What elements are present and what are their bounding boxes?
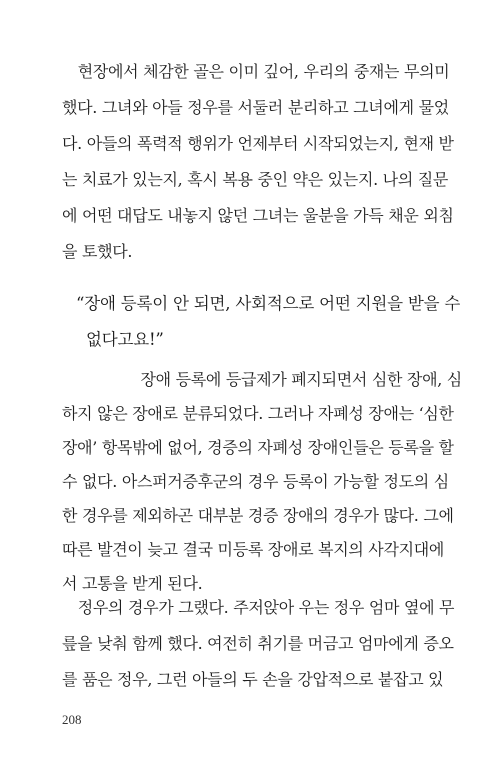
- paragraph-1-line-2: 했다. 그녀와 아들 정우를 서둘러 분리하고 그녀에게 물었: [62, 98, 449, 117]
- paragraph-1-line-6: 을 토했다.: [62, 242, 133, 261]
- paragraph-1-line-1: 현장에서 체감한 골은 이미 깊어, 우리의 중재는 무의미: [62, 62, 450, 81]
- paragraph-1-line-5: 에 어떤 대답도 내놓지 않던 그녀는 울분을 가득 채운 외침: [62, 206, 454, 225]
- paragraph-2-line-3: 장애’ 항목밖에 없어, 경증의 자폐성 장애인들은 등록을 할: [62, 438, 454, 457]
- paragraph-1-line-4: 는 치료가 있는지, 혹시 복용 중인 약은 있는지. 나의 질문: [62, 170, 449, 189]
- paragraph-2-line-5: 한 경우를 제외하곤 대부분 경증 장애의 경우가 많다. 그에: [62, 506, 454, 525]
- paragraph-2-line-2: 하지 않은 장애로 분류되었다. 그러나 자폐성 장애는 ‘심한: [62, 404, 454, 423]
- paragraph-3-line-2: 릎을 낮춰 함께 했다. 여전히 취기를 머금고 엄마에게 증오: [62, 634, 454, 653]
- paragraph-1-line-3: 다. 아들의 폭력적 행위가 언제부터 시작되었는지, 현재 받: [62, 134, 454, 153]
- quote-line-2: 없다고요!”: [86, 330, 164, 349]
- page-number: 208: [62, 712, 82, 727]
- paragraph-2-line-1: 장애 등록에 등급제가 폐지되면서 심한 장애, 심: [62, 370, 462, 389]
- paragraph-2-line-7: 서 고통을 받게 된다.: [62, 574, 203, 593]
- quote-line-1: “장애 등록이 안 되면, 사회적으로 어떤 지원을 받을 수: [76, 294, 461, 313]
- paragraph-2-line-6: 따른 발견이 늦고 결국 미등록 장애로 복지의 사각지대에: [62, 540, 445, 559]
- paragraph-3-line-3: 를 품은 정우, 그런 아들의 두 손을 강압적으로 붙잡고 있: [62, 670, 444, 689]
- paragraph-3-line-1: 정우의 경우가 그랬다. 주저앉아 우는 정우 엄마 옆에 무: [62, 598, 455, 617]
- paragraph-2-line-4: 수 없다. 아스퍼거증후군의 경우 등록이 가능할 정도의 심: [62, 472, 449, 491]
